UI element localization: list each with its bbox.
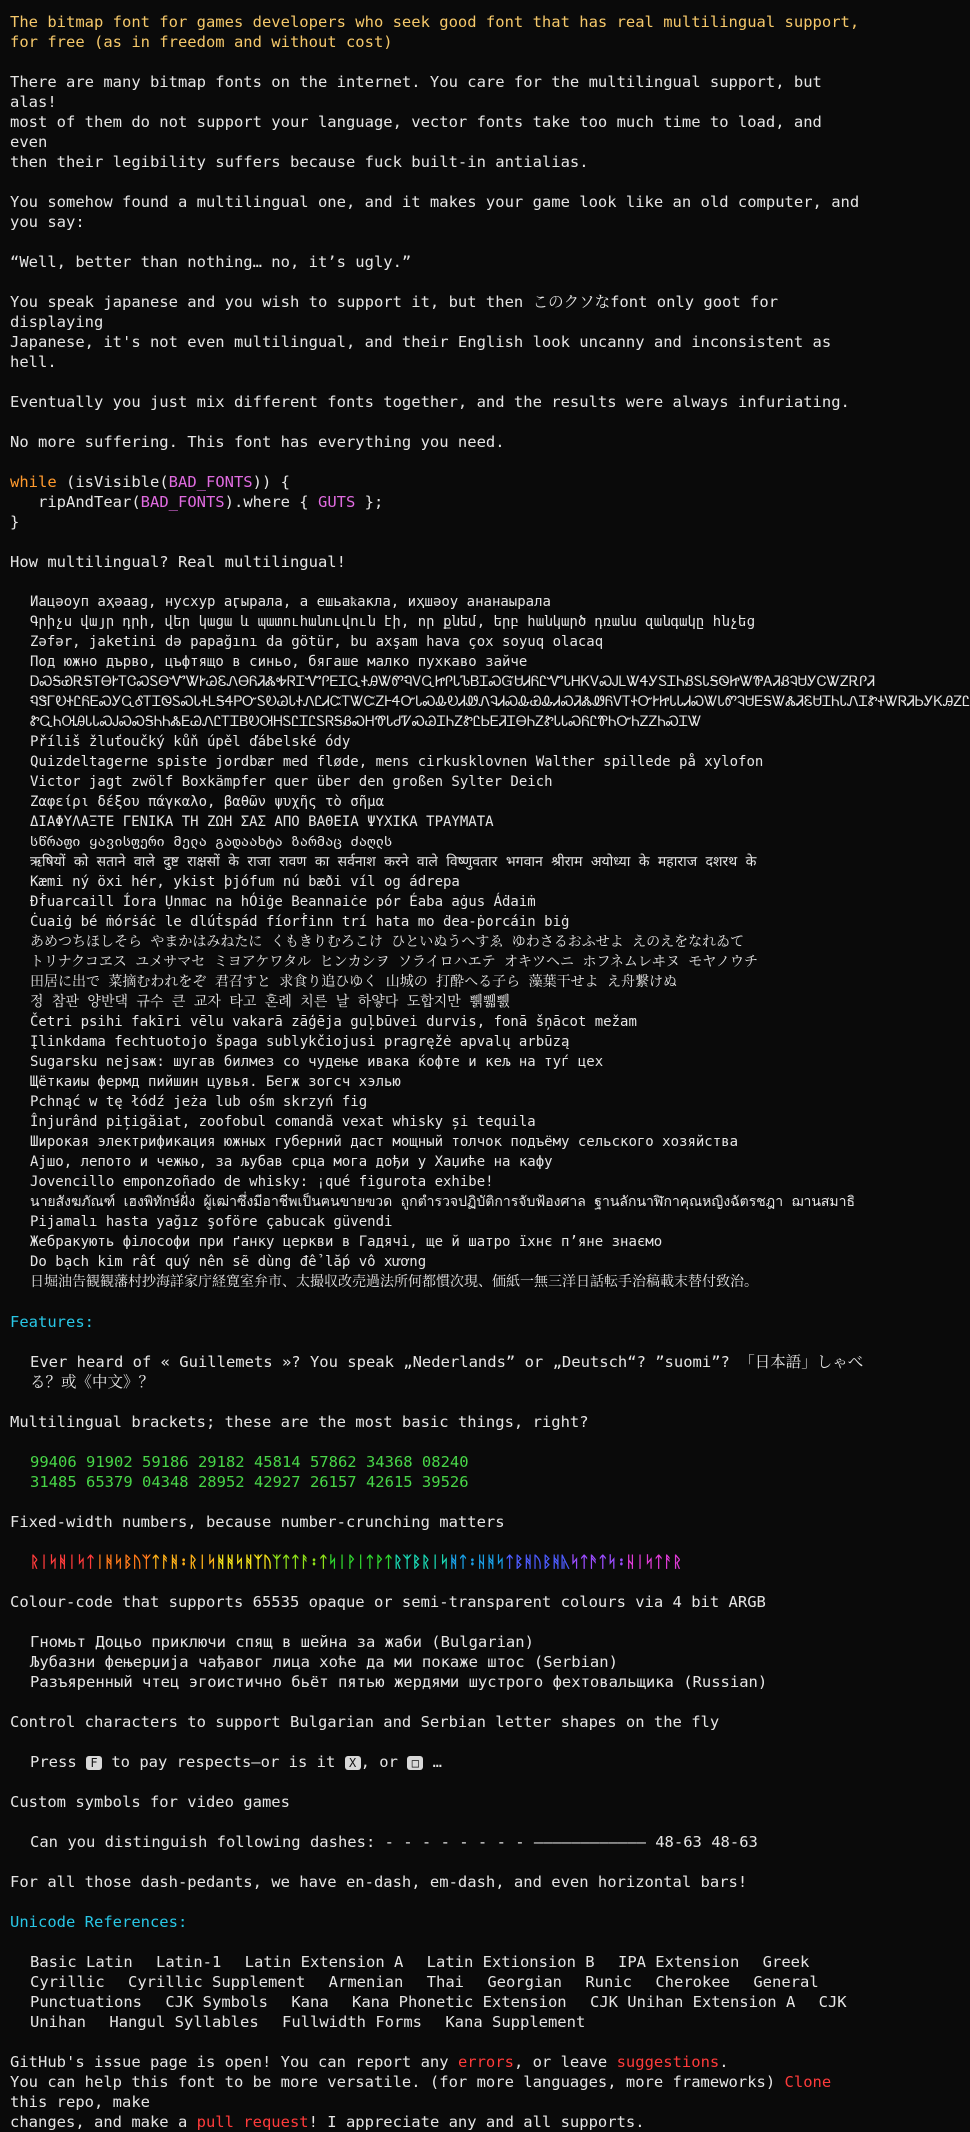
reference-item: Basic Latin bbox=[30, 1953, 133, 1971]
errors-link[interactable]: errors bbox=[457, 2053, 514, 2071]
reference-item: General Punctuations bbox=[30, 1973, 829, 2011]
reference-item: IPA Extension bbox=[617, 1953, 740, 1971]
rune-glyph: ᛉ bbox=[402, 1553, 412, 1571]
rune-glyph: ᚱ bbox=[188, 1553, 198, 1571]
rune-glyph: ᛒ bbox=[123, 1553, 133, 1571]
reference-item: Thai bbox=[426, 1973, 464, 1991]
press-line bbox=[10, 1752, 864, 1772]
rune-glyph: ᛬ bbox=[467, 1553, 477, 1571]
pangram-line: Zəfər, jaketini də papağını da götür, bu axşam hava çox soyuq olacaq bbox=[30, 634, 604, 650]
rune-glyph: ᚱ bbox=[30, 1553, 40, 1571]
reference-item: Kana Phonetic Extension bbox=[352, 1993, 567, 2011]
rune-glyph: ᛉ bbox=[253, 1553, 263, 1571]
footer-text-part: ! I appreciate any and all supports. bbox=[308, 2113, 645, 2131]
pangram-line: Ζαφείρι δέξου πάγκαλο, βαθῶν ψυχῆς τὸ σῆμα bbox=[30, 794, 385, 810]
square-key-icon: □ bbox=[407, 1756, 423, 1770]
control-caption: Control characters to support Bulgarian and Serbian letter shapes on the fly bbox=[10, 1713, 720, 1731]
code-text: ).where { bbox=[224, 493, 318, 511]
pangram-line: Înjurând pițigăiat, zoofobul comandă vexat whisky și tequila bbox=[30, 1114, 536, 1130]
pangram-line: Do bạch kim rất quý nên sẽ dùng để lắp vô xương bbox=[30, 1254, 427, 1270]
rune-glyph: ᚱ bbox=[672, 1553, 682, 1571]
rune-glyph: ᛁ bbox=[197, 1553, 207, 1571]
rune-glyph: ᛁ bbox=[95, 1553, 105, 1571]
rune-glyph: ᛬ bbox=[309, 1553, 319, 1571]
rune-glyph: ᛏ bbox=[383, 1553, 394, 1571]
rune-glyph: ᛏ bbox=[365, 1553, 375, 1571]
press-text: to pay respects—or is it bbox=[102, 1753, 345, 1771]
reference-item: CJK Symbols bbox=[165, 1993, 268, 2011]
reference-item: Fullwidth Forms bbox=[282, 2013, 422, 2031]
reference-item: Cyrillic Supplement bbox=[128, 1973, 306, 1991]
rune-glyph: ᛏ bbox=[653, 1553, 664, 1571]
pangram-line: Широкая электрификация южных губерний даст мощный толчок подъёму сельского хозяйства bbox=[30, 1134, 739, 1150]
rune-glyph: ᛏ bbox=[318, 1553, 328, 1571]
features-heading: Features: bbox=[10, 1313, 94, 1331]
rune-glyph: ᚻ bbox=[57, 1553, 68, 1571]
rune-glyph: ᚨ bbox=[300, 1553, 310, 1571]
rune-glyph: ᚻ bbox=[169, 1553, 179, 1571]
rune-glyph: ᛒ bbox=[542, 1553, 552, 1571]
rune-glyph: ᛁ bbox=[39, 1553, 49, 1571]
rune-glyph: ᛉ bbox=[141, 1553, 152, 1571]
press-text: , or bbox=[360, 1753, 408, 1771]
brackets-sample: Ever heard of « Guillemets »? You speak „Nederlands” or „Deutsch“? ”suomi”? 「日本語」しゃべる？或《中文》？ bbox=[30, 1353, 864, 1391]
intro-text bbox=[10, 12, 864, 52]
pangram-line: Ċuaiġ bé ṁórṡáċ le dlúṫspád fíorḟinn trí hata mo ḋea-ṗorcáin biġ bbox=[30, 914, 570, 930]
rune-glyph: ᛋ bbox=[328, 1553, 338, 1571]
pangram-line: Щёткаиы фермд пийшин цувья. Бегж зогсч хэлью bbox=[30, 1074, 401, 1090]
reference-item: Cherokee bbox=[655, 1973, 730, 1991]
rune-glyph: ᚻ bbox=[486, 1553, 496, 1571]
numbers-row: 31485 65379 04348 28952 42927 26157 42615 39526 bbox=[30, 1473, 469, 1491]
pangram-line: Příliš žluťoučký kůň úpěl ďábelské ódy bbox=[30, 734, 351, 750]
rune-glyph: ᚺ bbox=[477, 1553, 487, 1571]
custom-caption: Custom symbols for video games bbox=[10, 1793, 290, 1811]
code-constant: GUTS bbox=[317, 493, 356, 511]
pangram-line: Ajшо, лепото и чежњо, за љубав срца мога дођи у Хаџиће на кафу bbox=[30, 1154, 553, 1170]
rune-glyph: ᚻ bbox=[216, 1553, 226, 1571]
reference-item: Latin Extension A bbox=[244, 1953, 404, 1971]
rune-glyph: ᚺ bbox=[626, 1553, 636, 1571]
rune-glyph: ᚱ bbox=[393, 1553, 403, 1571]
footer-text-part: GitHub's issue page is open! You can report any bbox=[10, 2053, 458, 2071]
press-text: … bbox=[423, 1753, 442, 1771]
pangram-line: ᏑᏩᏂᎺᎯᏓᏓᏍᎫᏍᏍᎦᏂᏂᏜᎬᏊᏁᏝᎢᏆᏴᎧᎺᎻᏚᏝᏆᏝᏚᏒᎦᏰᏍᎻᏡᏓᏧᏤᏍᏊᏆᏂᏃᏑᏝᏏᎬᏘᏆᎾᏂᏃᏑᏓᏓᏍᏲᏝᏈᏂᏅᏂᏃᏃᏂᏍᏆᏔ bbox=[30, 714, 702, 730]
pangram-line: Sugarsku nejsаж: шугав билмез со чудење ивака ќофте и кељ на туѓ цех bbox=[30, 1054, 604, 1070]
rune-glyph: ᛋ bbox=[607, 1553, 617, 1571]
russian-line: Разъяренный чтец эгоистично бьёт пятью жердями шустрого фехтовальщика (Russian) bbox=[30, 1673, 768, 1691]
code-text: )) { bbox=[252, 473, 290, 491]
rune-glyph: ᚻ bbox=[551, 1553, 561, 1571]
rune-glyph: ᛋ bbox=[439, 1553, 450, 1571]
footer-text-part: , or leave bbox=[513, 2053, 617, 2071]
colour-caption: Colour-code that supports 65535 opaque or semi-transparent colours via 4 bit ARGB bbox=[10, 1593, 766, 1611]
rune-glyph: ᛁ bbox=[337, 1553, 347, 1571]
intro-line-1: The bitmap font for games developers who seek good font that has real multilingual support, bbox=[10, 13, 860, 31]
paragraph-quote: “Well, better than nothing… no, it’s ugly.” bbox=[10, 253, 412, 271]
intro-line-2: for free (as in freedom and without cost) bbox=[10, 33, 393, 51]
pangram-line: Quizdeltagerne spiste jordbær med fløde, mens cirkusklovnen Walther spillede på xylofon bbox=[30, 754, 764, 770]
rune-glyph: ᚢ bbox=[532, 1553, 543, 1571]
rune-glyph: ᛒ bbox=[514, 1553, 524, 1571]
reference-item: Runic bbox=[585, 1973, 632, 1991]
pangram-line: ऋषियों को सताने वाले दुष्ट राक्षसों के राजा रावण का सर्वनाश करने वाले विष्णुवतार भगवान श्रीराम अयोध्या के महाराज दशरथ के bbox=[30, 854, 757, 870]
dash-sample: Can you distinguish following dashes: - - - - - - - - ———————————— 48-63 48-63 bbox=[30, 1833, 758, 1851]
code-constant: BAD_FONTS bbox=[168, 473, 253, 491]
rune-glyph: ᚨ bbox=[160, 1553, 170, 1571]
reference-item: CJK Unihan Extension A bbox=[589, 1993, 796, 2011]
rune-glyph: ᚻ bbox=[244, 1553, 254, 1571]
rune-glyph: ᚱ bbox=[421, 1553, 431, 1571]
paragraph-mix-fonts: Eventually you just mix different fonts together, and the results were always infuriating. bbox=[10, 393, 850, 411]
code-text: ripAndTear( bbox=[10, 493, 141, 511]
rune-glyph: ᛬ bbox=[616, 1553, 626, 1571]
numbers-row: 99406 91902 59186 29182 45814 57862 34368 08240 bbox=[30, 1453, 469, 1471]
rune-glyph: ᛁ bbox=[635, 1553, 645, 1571]
rune-glyph: ᚻ bbox=[523, 1553, 533, 1571]
pangram-line: Ðḟuarcaill Íora Ụnmac na hÓiġe Beannaiċe pór Éaba aġus Áḋaiṁ bbox=[30, 894, 536, 910]
paragraph-found-one: You somehow found a multilingual one, and it makes your game look like an old computer, and you say: bbox=[10, 193, 869, 231]
serbian-line: Љубазни фењерџија чађавог лица хоће да ми покаже штос (Serbian) bbox=[30, 1653, 618, 1671]
reference-item: Latin Extionsion B bbox=[426, 1953, 595, 1971]
bulgarian-line: Гномьт Доцьо приключи спящ в шейна за жаби (Bulgarian) bbox=[30, 1633, 534, 1651]
pangram-line: 日堀油告観観藩村抄海詳家庁経寛室弁市、太撮収改売過法所何都慣次現、価紙一無三洋日話転手治稿載末替付致治。 bbox=[30, 1274, 758, 1290]
footer-text-part: . bbox=[719, 2053, 729, 2071]
rune-glyph: ᛬ bbox=[179, 1553, 189, 1571]
code-close-brace: } bbox=[10, 513, 20, 531]
rune-glyph: ᛒ bbox=[411, 1553, 422, 1571]
pangram-line: Victor jagt zwölf Boxkämpfer quer über den großen Sylter Deich bbox=[30, 774, 553, 790]
pangram-line: ΔΙΑΦΥΛΑΞΤΕ ΓΕΝΙΚΑ ΤΗ ΖΩΗ ΣΑΣ ΑΠΟ ΒΑΘΕΙΑ ΨΥΧΙΚΑ ΤΡΑΥΜΑΤΑ bbox=[30, 814, 494, 830]
pangram-line: ᎠᏍᎦᏯᎡᎦᎢᎾᎨᎢᏣᏍᏚᎾᏉᏔᎨᏊᏋᏁᎾᏲᏘᏜᎭᏒᏆᏉᎵᎬᏆᏩᏐᎯᏔᏛᏄᏙᏩᏥᎵᏓᏖᏴᏆᏍᏳᏌᏗᏲᏝᏉᏓᎻᏦᏙᏍᎫᏞᏔᏎᎩᏚᏆᏂᏰᏚᏓᎦᏫᏥᏔᏈᎪᏘᏰᎸᏌᎩᏟᏔᏃᎡᎵᏘ bbox=[30, 674, 876, 690]
pangram-line: Četri psihi fakīri vēlu vakarā zāģēja guļbūvei durvis, fonā šņācot mežam bbox=[30, 1014, 637, 1030]
cyrillic-variants bbox=[10, 1632, 864, 1692]
rune-glyph: ᚢ bbox=[132, 1553, 142, 1571]
rune-glyph: ᚫ bbox=[588, 1553, 599, 1571]
reference-item: Hangul Syllables bbox=[109, 2013, 259, 2031]
pangram-line: სწრაფი ყავისფერი მელა გადაახტა ზარმაც ძაღლს bbox=[30, 834, 393, 850]
code-snippet bbox=[10, 472, 864, 532]
reference-item: Cyrillic bbox=[30, 1973, 105, 1991]
reference-item: Armenian bbox=[328, 1973, 404, 1991]
suggestions-link[interactable]: suggestions bbox=[616, 2053, 720, 2071]
rune-glyph: ᛋ bbox=[206, 1553, 217, 1571]
reference-item: Greek bbox=[762, 1953, 810, 1971]
pangram-line: Kæmi ný öxi hér, ykist þjófum nú bæði víl og ádrepa bbox=[30, 874, 460, 890]
rune-glyph: ᛏ bbox=[504, 1553, 515, 1571]
code-text: }; bbox=[355, 493, 384, 511]
footer-text-part: this repo, make bbox=[10, 2073, 841, 2111]
rune-glyph: ᛏ bbox=[85, 1553, 96, 1571]
rune-glyph: ᛏ bbox=[598, 1553, 608, 1571]
pangram-line: Jovencillo emponzoñado de whisky: ¡qué figurota exhibe! bbox=[30, 1174, 494, 1190]
rune-glyph: ᛏ bbox=[151, 1553, 161, 1571]
rune-glyph: ᛁ bbox=[355, 1553, 366, 1571]
unicode-heading: Unicode References: bbox=[10, 1913, 188, 1931]
rune-glyph: ᛋ bbox=[48, 1553, 58, 1571]
rune-glyph: ᚻ bbox=[104, 1553, 114, 1571]
reference-item: Kana Supplement bbox=[445, 2013, 586, 2031]
rune-glyph: ᛏ bbox=[579, 1553, 589, 1571]
pangram-line: Pijamalı hasta yağız şoföre çabucak güvendi bbox=[30, 1214, 393, 1230]
reference-item: Kana bbox=[291, 1993, 329, 2011]
rune-glyph: ᛋ bbox=[234, 1553, 245, 1571]
pangram-line: 정 참판 양반댁 규수 큰 교자 타고 혼례 치른 날 하얗다 도합지만 쀍쀏쀐 bbox=[30, 994, 510, 1010]
code-text: (isVisible( bbox=[56, 473, 169, 491]
rune-glyph: ᚹ bbox=[346, 1553, 356, 1571]
rune-glyph: ᚻ bbox=[449, 1553, 459, 1571]
rune-glyph: ᛏ bbox=[281, 1553, 291, 1571]
press-text: Press bbox=[30, 1753, 86, 1771]
footer-text bbox=[10, 2052, 864, 2132]
paragraph-no-more: No more suffering. This font has everything you need. bbox=[10, 433, 505, 451]
colour-runes-sample bbox=[10, 1552, 864, 1572]
code-constant: BAD_FONTS bbox=[140, 493, 225, 511]
pull-request-link[interactable]: pull request bbox=[196, 2113, 309, 2131]
rune-glyph: ᛋ bbox=[644, 1553, 654, 1571]
multilingual-heading: How multilingual? Real multilingual! bbox=[10, 553, 346, 571]
x-key-icon: X bbox=[345, 1756, 361, 1770]
pangram-line: Жебракують філософи при ґанку церкви в Гадячі, ще й шатро їхнє п’яне знаємо bbox=[30, 1234, 663, 1250]
pangram-line: ᏄᏕᎱᎧᏐᏝᏲᎬᏍᎩᏩᎴᎢᏆᏫᏚᏍᏓᏐᏞᎦᏎᏢᏅᏚᎧᏊᏓᏐᏁᏝᏗᏨᎢᏔᏨᏃᎰᏎᏅᏓᏍᎲᎧᏗᏪᏁᎸᏗᏍᎲᏯᎲᏗᏍᏘᏜᏪᏲᏙᎢᏐᏅᎨᏥᏓᏓᏗᏍᏔᏓᏛᎸᏌᎬᎦᏔᏜᏘᏋᏌᏆᏂᏓᏁᏆᏑᏐᏔᏒᏘᏏᎩᏦᎯᏃᏝ bbox=[30, 694, 970, 710]
pangram-list bbox=[10, 592, 970, 1292]
rune-glyph: ᛋ bbox=[495, 1553, 505, 1571]
numbers-caption: Fixed-width numbers, because number-crunching matters bbox=[10, 1513, 505, 1531]
reference-item: Georgian bbox=[487, 1973, 562, 1991]
rune-glyph: ᛋ bbox=[113, 1553, 124, 1571]
footer-text-part: You can help this font to be more versatile. (for more languages, more frameworks) bbox=[10, 2073, 785, 2091]
numbers-sample bbox=[10, 1452, 864, 1492]
rune-glyph: ᛏ bbox=[458, 1553, 468, 1571]
f-key-icon: F bbox=[86, 1756, 102, 1770]
pangram-line: Иацәоуп аҳәааg, нусхур аӷырала, а ешьаҟакла, иҳшәоу ананаырала bbox=[30, 594, 551, 610]
dash-caption: For all those dash-pedants, we have en-dash, em-dash, and even horizontal bars! bbox=[10, 1873, 748, 1891]
rune-glyph: ᛉ bbox=[272, 1553, 282, 1571]
footer-text-part: changes, and make a bbox=[10, 2113, 197, 2131]
pangram-line: Под южно дърво, цъфтящо в синьо, бягаше малко пухкаво зайче bbox=[30, 654, 528, 670]
reference-list bbox=[10, 1952, 864, 2032]
reference-item: CJK Unihan bbox=[30, 1993, 856, 2031]
rune-glyph: ᛁ bbox=[430, 1553, 440, 1571]
pangram-line: Pchnąć w tę łódź jeża lub ośm skrzyń fig bbox=[30, 1094, 368, 1110]
rune-glyph: ᛏ bbox=[290, 1553, 301, 1571]
rune-glyph: ᛁ bbox=[67, 1553, 77, 1571]
pangram-line: Įlinkdama fechtuotojo špaga sublykčiojusi pragręžė apvalų arbūzą bbox=[30, 1034, 570, 1050]
pangram-line: Գրիչս վայր դրի, վեր կացա և պատուհանուվուն էի, որ քնեմ, երբ հանկարծ դռանս զանգակը հնչեց bbox=[30, 614, 755, 630]
pangram-line: トリナクコヱス ユメサマセ ミヨアケワタル ヒンカシヲ ソライロハエテ オキツヘニ ホフネムレヰヌ モヤノウチ bbox=[30, 954, 759, 970]
rune-glyph: ᚢ bbox=[262, 1553, 273, 1571]
pangram-line: あめつちほしそら やまかはみねたに くもきりむろこけ ひといぬうへすゑ ゆわさるおふせよ えのえをなれゐて bbox=[30, 934, 745, 950]
rune-glyph: ᚻ bbox=[225, 1553, 235, 1571]
rune-glyph: ᚣ bbox=[560, 1553, 571, 1571]
reference-item: Latin-1 bbox=[156, 1953, 222, 1971]
pangram-line: นายสังฆภัณฑ์ เฮงพิทักษ์ฝั่ง ผู้เฒ่าซึ่งมีอาชีพเป็นฅนขายฃวด ถูกตำรวจปฏิบัติการจับฟ้องศาล ฐานลักนาฬิกาคุณหญิงฉัตรชฎา ฌานสมาธิ bbox=[30, 1194, 856, 1210]
rune-glyph: ᚹ bbox=[374, 1553, 384, 1571]
rune-glyph: ᚨ bbox=[663, 1553, 673, 1571]
clone-link[interactable]: Clone bbox=[784, 2073, 832, 2091]
rune-glyph: ᛋ bbox=[570, 1553, 580, 1571]
code-keyword-while: while bbox=[10, 473, 57, 491]
paragraph-bitmap-fonts: There are many bitmap fonts on the internet. You care for the multilingual support, but alas! most of them do not support your language, vector fonts take too much time to load, and even then their legibility suffers because fuck built-in antialias. bbox=[10, 73, 822, 171]
pangram-line: 田居に出で 菜摘むわれをぞ 君召すと 求食り追ひゆく 山城の 打酔へる子ら 藻葉干せよ え舟繋けぬ bbox=[30, 974, 677, 990]
brackets-caption: Multilingual brackets; these are the most basic things, right? bbox=[10, 1413, 589, 1431]
paragraph-japanese: You speak japanese and you wish to support it, but then このクソなfont only goot for displaying Japanese, it's not even multilingual, and their English look uncanny and inconsistent as hell. bbox=[10, 293, 832, 371]
rune-glyph: ᛋ bbox=[76, 1553, 86, 1571]
